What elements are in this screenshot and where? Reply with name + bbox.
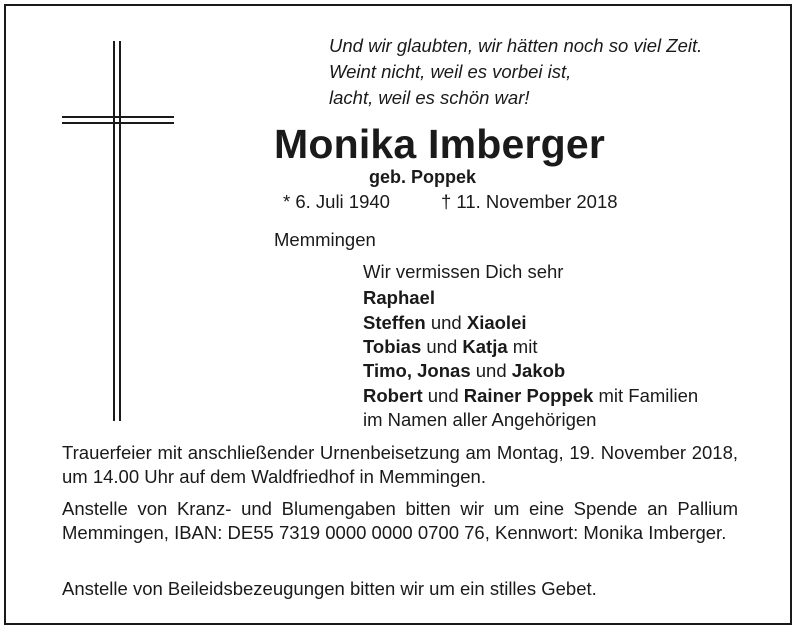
mourner-name: Robert — [363, 385, 423, 406]
poem-line-3: lacht, weil es schön war! — [329, 87, 530, 108]
conjunction: und — [427, 385, 459, 406]
donation-notice: Anstelle von Kranz- und Blumengaben bitten wir um eine Spende an Pallium Memmingen, IBAN: DE55 7319 0000 0000 0700 76, Kennwort: Monika Imberger. — [62, 498, 738, 543]
mourner-name: Xiaolei — [466, 312, 527, 333]
birth-name: geb. Poppek — [369, 167, 477, 187]
death-date: † 11. November 2018 — [441, 191, 618, 212]
mourner-name: Timo, Jonas — [363, 360, 471, 381]
mourner-line-3 — [363, 335, 537, 359]
mourner-name: Rainer Poppek — [463, 385, 594, 406]
conjunction: und — [426, 336, 458, 357]
mourners-intro: Wir vermissen Dich sehr — [363, 261, 564, 282]
mourner-name: Jakob — [511, 360, 566, 381]
birth-date: * 6. Juli 1940 — [283, 191, 390, 212]
funeral-notice: Trauerfeier mit anschließender Urnenbeisetzung am Montag, 19. November 2018, um 14.00 Uhr auf dem Waldfriedhof in Memmingen. — [62, 442, 738, 487]
place: Memmingen — [274, 229, 376, 250]
mourner-line-5 — [363, 384, 698, 408]
mourners-outro: im Namen aller Angehörigen — [363, 409, 597, 430]
mourner-name: Katja — [462, 336, 508, 357]
poem-line-2: Weint nicht, weil es vorbei ist, — [329, 61, 572, 82]
mourner-name: Tobias — [363, 336, 422, 357]
conjunction: und — [475, 360, 507, 381]
condolence-notice: Anstelle von Beileidsbezeugungen bitten wir um ein stilles Gebet. — [62, 578, 597, 599]
mourner-name: Raphael — [363, 287, 435, 308]
conjunction: mit Familien — [598, 385, 699, 406]
poem-line-1: Und wir glaubten, wir hätten noch so viel Zeit. — [329, 35, 703, 56]
mourner-line-4 — [363, 359, 565, 383]
conjunction: mit — [512, 336, 538, 357]
mourner-line-2 — [363, 311, 527, 335]
conjunction: und — [430, 312, 462, 333]
mourner-line-1 — [363, 286, 435, 310]
mourner-name: Steffen — [363, 312, 426, 333]
deceased-name: Monika Imberger — [274, 121, 606, 167]
